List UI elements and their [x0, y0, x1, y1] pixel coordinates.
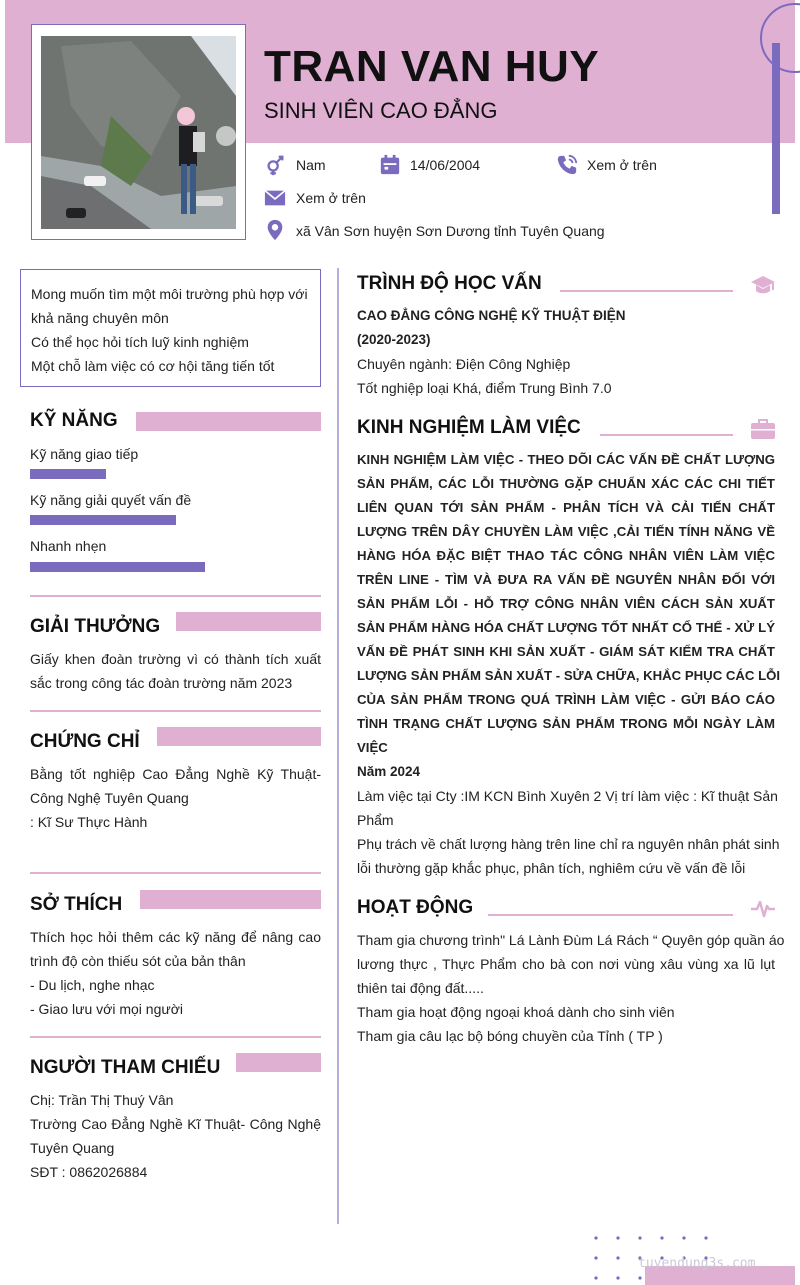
experience-summary-line: SẢN PHẨM LỖI - HỖ TRỢ CÔNG NHÂN VIÊN CÁCH SẢN XUẤT [357, 596, 775, 611]
hobbies-heading-bar [140, 890, 321, 909]
hobby-line: - Du lịch, nghe nhạc [30, 977, 155, 993]
skill-level-bar [30, 562, 205, 572]
address-value: xã Vân Sơn huyện Sơn Dương tỉnh Tuyên Quang [296, 223, 605, 239]
location-icon [264, 219, 286, 241]
briefcase-icon [750, 418, 776, 440]
profile-photo [41, 36, 236, 229]
experience-summary-line: VIỆC [357, 740, 388, 755]
experience-summary-line: CỦA SẢN PHẨM TRONG QUÁ TRÌNH LÀM VIỆC - GỬI BÁO CÁO [357, 692, 775, 707]
education-period: (2020-2023) [357, 332, 431, 347]
reference-line: Chị: Trần Thị Thuý Vân [30, 1092, 174, 1108]
reference-line: SĐT : 0862026884 [30, 1164, 148, 1180]
gender-value: Nam [296, 157, 326, 173]
activities-text [357, 928, 785, 1048]
phone-value: Xem ở trên [587, 157, 657, 173]
references-text [30, 1088, 321, 1184]
skill-level-bar [30, 469, 106, 479]
hobbies-text [30, 925, 321, 1021]
experience-detail-line: Phẩm [357, 812, 394, 828]
certificate-line: : Kĩ Sư Thực Hành [30, 814, 148, 830]
candidate-name: TRAN VAN HUY [264, 42, 600, 91]
awards-text [30, 647, 321, 695]
birthdate-value: 14/06/2004 [410, 157, 481, 173]
experience-detail-line: Làm việc tại Cty :IM KCN Bình Xuyên 2 Vị trí làm việc : Kĩ thuật Sản [357, 788, 778, 804]
education-text [357, 304, 775, 400]
column-divider [337, 268, 339, 1224]
objective-line: Một chỗ làm việc có cơ hội tăng tiến tốt [31, 358, 275, 374]
hobby-line: - Giao lưu với mọi người [30, 1001, 184, 1017]
hobby-line: trình độ còn thiếu sót của bản thân [30, 953, 246, 969]
experience-heading: KINH NGHIỆM LÀM VIỆC [357, 417, 581, 438]
skill-label: Kỹ năng giải quyết vấn đề [30, 492, 192, 508]
skill-level-bar [30, 515, 176, 525]
award-line: sắc trong công tác đoàn trường năm 2023 [30, 675, 293, 691]
certificates-heading: CHỨNG CHỈ [30, 731, 140, 752]
watermark: tuyendung3s.com [638, 1256, 756, 1271]
activities-heading: HOẠT ĐỘNG [357, 897, 474, 918]
education-heading-line [560, 290, 733, 292]
experience-detail [357, 760, 780, 880]
skill-label: Nhanh nhẹn [30, 538, 107, 554]
experience-summary-line: KINH NGHIỆM LÀM VIỆC - THEO DÕI CÁC VẤN ĐỀ CHẤT LƯỢNG [357, 452, 775, 467]
experience-summary-line: TRÊN LINE - TÌM VÀ ĐƯA RA VẤN ĐỀ NGUYÊN NHÂN ĐỐI VỚI [357, 572, 775, 587]
activities-heading-line [488, 914, 733, 916]
section-separator [30, 1036, 321, 1038]
references-heading-bar [236, 1053, 321, 1072]
skills-heading-bar [136, 412, 321, 431]
email-icon [264, 187, 286, 209]
graduation-cap-icon [750, 273, 776, 297]
decorative-vertical-bar [772, 43, 780, 214]
activity-line: thiên tai động đất..... [357, 980, 484, 996]
section-separator [30, 710, 321, 712]
hobby-line: Thích học hỏi thêm các kỹ năng để nâng cao [30, 929, 321, 945]
objective-line: khả năng chuyên môn [31, 310, 169, 326]
candidate-title: SINH VIÊN CAO ĐẲNG [264, 98, 498, 123]
email-value: Xem ở trên [296, 190, 366, 206]
experience-summary-line: SẢN PHẨM, CÁC LỖI THƯỜNG GẶP CHUẨN XÁC CÁC CHI TIẾT [357, 476, 775, 491]
activity-line: Tham gia chương trình" Lá Lành Đùm Lá Rách “ Quyên góp quần áo [357, 932, 785, 948]
education-school: CAO ĐẲNG CÔNG NGHỆ KỸ THUẬT ĐIỆN [357, 308, 626, 323]
references-heading: NGƯỜI THAM CHIẾU [30, 1057, 221, 1078]
calendar-icon [379, 154, 401, 176]
award-line: Giấy khen đoàn trường vì có thành tích xuất [30, 651, 321, 667]
experience-detail-line: Phụ trách về chất lượng hàng trên line chỉ ra nguyên nhân phát sinh [357, 836, 780, 852]
experience-detail-line: lỗi thường gặp khắc phục, phân tích, nghiêm cứu về vấn đề lỗi [357, 860, 746, 876]
experience-summary-line: LƯỢNG TRÊN DÂY CHUYỀN LÀM VIỆC ,CẢI TIẾN TÍNH NĂNG VỀ [357, 524, 775, 539]
section-separator [30, 595, 321, 597]
education-grade: Tốt nghiệp loại Khá, điểm Trung Bình 7.0 [357, 380, 612, 396]
activity-line: Tham gia hoạt động ngoại khoá dành cho sinh viên [357, 1004, 675, 1020]
certificate-line: Bằng tốt nghiệp Cao Đẳng Nghề Kỹ Thuật- [30, 766, 321, 782]
experience-summary [357, 448, 781, 760]
objective-box [20, 269, 321, 387]
objective-line: Có thể học hỏi tích luỹ kinh nghiệm [31, 334, 249, 350]
experience-summary-line: VẤN ĐỀ PHÁT SINH KHI SẢN XUẤT - GIÁM SÁT KIỂM TRA CHẤT [357, 644, 775, 659]
objective-line: Mong muốn tìm một môi trường phù hợp với [31, 286, 308, 302]
education-heading: TRÌNH ĐỘ HỌC VẤN [357, 273, 542, 294]
gender-icon [264, 154, 286, 176]
experience-summary-line: SẢN PHẨM HÀNG HÓA CHẤT LƯỢNG TỐT NHẤT CỔ THỂ - XỬ LÝ [357, 620, 775, 635]
education-major: Chuyên ngành: Điện Công Nghiệp [357, 356, 571, 372]
experience-summary-line: TÌNH TRẠNG CHẤT LƯỢNG SẢN PHẨM TRONG MỖI NGÀY LÀM [357, 716, 775, 731]
pulse-icon [750, 898, 776, 920]
certificates-heading-bar [157, 727, 321, 746]
reference-line: Trường Cao Đẳng Nghề Kĩ Thuật- Công Nghệ [30, 1116, 321, 1132]
experience-heading-line [600, 434, 733, 436]
activity-line: lương thực , Thực Phẩm cho bà con nơi vùng xâu vùng xa lũ lụt [357, 956, 775, 972]
reference-line: Tuyên Quang [30, 1140, 115, 1156]
section-separator [30, 872, 321, 874]
skills-heading: KỸ NĂNG [30, 410, 118, 431]
awards-heading: GIẢI THƯỞNG [30, 616, 161, 637]
skill-label: Kỹ năng giao tiếp [30, 446, 139, 462]
certificate-line: Công Nghệ Tuyên Quang [30, 790, 189, 806]
activity-line: Tham gia câu lạc bộ bóng chuyền của Tỉnh ( TP ) [357, 1028, 663, 1044]
awards-heading-bar [176, 612, 321, 631]
experience-year: Năm 2024 [357, 764, 421, 779]
certificates-text [30, 762, 321, 834]
experience-summary-line: LIÊN QUAN TỚI SẢN PHẨM - PHÂN TÍCH VÀ CẢI TIẾN CHẤT [357, 500, 775, 515]
experience-summary-line: HÀNG HÓA ĐẶC BIỆT THAO TÁC CÔNG NHÂN VIÊN LÀM VIỆC [357, 548, 775, 563]
hobbies-heading: SỞ THÍCH [30, 894, 123, 915]
experience-summary-line: LƯỢNG SẢN PHẨM SẢN XUẤT - SỬA CHỮA, KHẮC PHỤC CÁC LỖI [357, 668, 781, 683]
phone-icon [556, 154, 578, 176]
